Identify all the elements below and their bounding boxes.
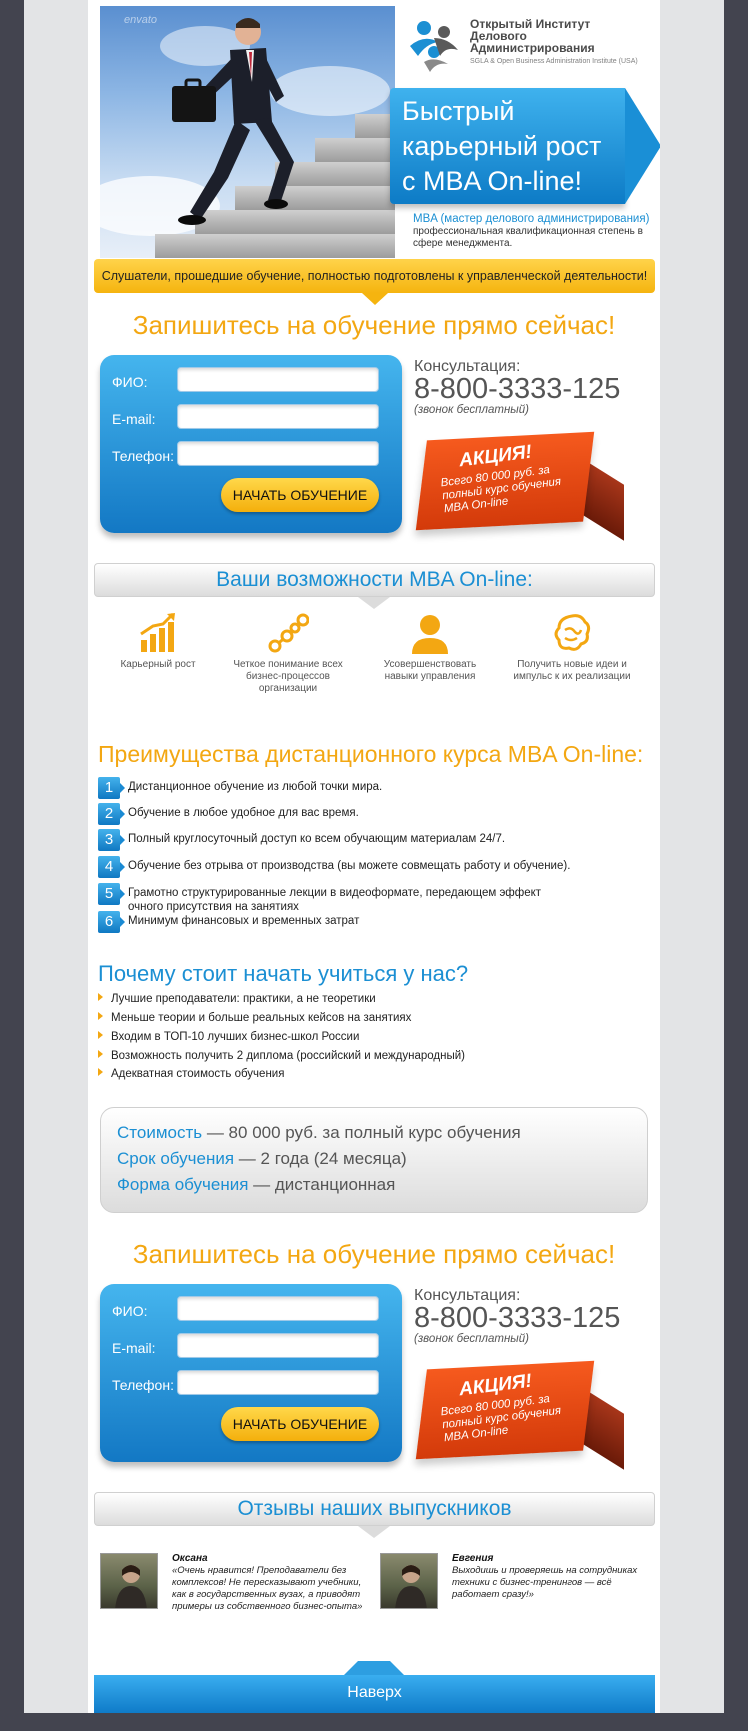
- promo-text: Всего 80 000 руб. за полный курс обучения MBA On-line: [440, 1393, 562, 1445]
- idea-brain-icon: [551, 612, 593, 654]
- consult-label: Консультация:: [414, 358, 521, 375]
- manager-person-icon: [409, 612, 451, 654]
- fio-label: ФИО:: [112, 374, 148, 390]
- logo-title: Открытый Институт Делового Администрирования: [470, 17, 595, 55]
- feature-management-skills: Усовершенствовать навыки управления: [370, 612, 490, 683]
- businessman-illustration: [150, 12, 300, 242]
- reviews-heading: Отзывы наших выпускников: [94, 1492, 655, 1526]
- watermark-text: envato: [124, 14, 158, 26]
- institute-logo[interactable]: [398, 10, 648, 82]
- logo-subtitle: SGLA & Open Business Administration Institute (USA): [470, 58, 638, 65]
- person-photo-icon: [101, 1554, 158, 1609]
- features-heading: Ваши возможности MBA On-line:: [94, 563, 655, 597]
- phone-input[interactable]: [177, 1370, 379, 1395]
- mba-description: профессиональная квалификационная степень в сфере менеджмента.: [413, 226, 643, 249]
- phone-label: Телефон:: [112, 1377, 174, 1393]
- why-item: Входим в ТОП-10 лучших бизнес-школ России: [98, 1031, 359, 1043]
- bullet-arrow-icon: [98, 1031, 103, 1039]
- info-form: Форма обучения — дистанционная: [117, 1175, 396, 1194]
- review-author: Евгения: [452, 1553, 494, 1564]
- consult-phone[interactable]: 8-800-3333-125: [414, 1302, 621, 1334]
- email-label: E-mail:: [112, 1340, 156, 1356]
- info-term: Срок обучения — 2 года (24 месяца): [117, 1149, 407, 1168]
- back-to-top-button[interactable]: Наверх: [94, 1675, 655, 1713]
- avatar: [100, 1553, 158, 1609]
- signup-heading-2: Запишитесь на обучение прямо сейчас!: [132, 1239, 616, 1269]
- phone-input[interactable]: [177, 441, 379, 466]
- bullet-arrow-icon: [98, 993, 103, 1001]
- promo-title: АКЦИЯ!: [457, 1370, 534, 1401]
- feature-career-growth: Карьерный рост: [98, 612, 218, 671]
- consult-label: Консультация:: [414, 1287, 521, 1304]
- feature-new-ideas: Получить новые идеи и импульс к их реализации: [512, 612, 632, 683]
- number-badge: 4: [98, 856, 120, 878]
- start-learning-button[interactable]: НАЧАТЬ ОБУЧЕНИЕ: [221, 1407, 379, 1441]
- email-input[interactable]: [177, 404, 379, 429]
- hero-banner: [390, 88, 625, 204]
- bullet-arrow-icon: [98, 1012, 103, 1020]
- bullet-arrow-icon: [98, 1050, 103, 1058]
- reviews-arrow: [358, 1526, 390, 1538]
- bullet-arrow-icon: [98, 1068, 103, 1076]
- logo-figures-icon: [404, 16, 462, 74]
- why-heading: Почему стоит начать учиться у нас?: [98, 961, 469, 986]
- growth-chart-icon: [137, 612, 179, 654]
- signup-heading: Запишитесь на обучение прямо сейчас!: [132, 310, 616, 340]
- consult-note: (звонок бесплатный): [414, 1333, 529, 1345]
- promo-sign: [414, 1365, 614, 1457]
- email-input[interactable]: [177, 1333, 379, 1358]
- hero-ribbon: Слушатели, прошедшие обучение, полностью подготовлены к управленческой деятельности!: [94, 259, 655, 293]
- process-flow-icon: [267, 612, 309, 654]
- fio-input[interactable]: [177, 367, 379, 392]
- number-badge: 5: [98, 883, 120, 905]
- review-author: Оксана: [172, 1553, 208, 1564]
- review-text: «Очень нравится! Преподаватели без комплексов! Не пересказывают учебники, как в государственных вузах, а приводят примеры из собственного бизнес-опыта»: [172, 1565, 363, 1612]
- fio-input[interactable]: [177, 1296, 379, 1321]
- promo-title: АКЦИЯ!: [457, 441, 534, 472]
- promo-text: Всего 80 000 руб. за полный курс обучения MBA On-line: [440, 464, 562, 516]
- fio-label: ФИО:: [112, 1303, 148, 1319]
- feature-business-processes: Четкое понимание всех бизнес-процессов организации: [228, 612, 348, 695]
- hero-headline: Быстрый карьерный рост с MBA On-line!: [402, 96, 602, 196]
- features-arrow: [358, 597, 390, 609]
- why-item: Адекватная стоимость обучения: [98, 1068, 284, 1080]
- promo-sign: [414, 436, 614, 528]
- number-badge: 3: [98, 829, 120, 851]
- review-text: Выходишь и проверяешь на сотрудниках техники с бизнес-тренингов — всё работает сразу!»: [452, 1565, 638, 1600]
- info-cost: Стоимость — 80 000 руб. за полный курс обучения: [117, 1123, 521, 1142]
- start-learning-button[interactable]: НАЧАТЬ ОБУЧЕНИЕ: [221, 478, 379, 512]
- ribbon-arrow: [362, 293, 388, 305]
- landing-page: envato Открытый Институт Делового Администрирования SGLA & Open Business Administration Institute (USA) Быстрый карьерный рост с MBA On-line! MBA (мастер делового администрирования) профессиональная квалификационная степень в сфере менеджмента. Слушатели, прошедшие обучение, полностью подготовлены к управленческой деятельности! Запишитесь на обучение прямо сейчас! ФИО: E-mail: Телефон: НАЧАТЬ ОБУЧЕНИЕ Консультация: 8-800-3333-125 (звонок бесплатный) АКЦИЯ! Всего 80 000 руб. за полный курс обучения MBA On-line Ваши возможности MBA On-line: Карьерный рост Четкое понимание всех бизнес-процессов организации Усовершенствовать навыки управления Получить новые идеи и импульс к их реализации Преимущества дистанционного курса MBA On-line: 1 Дистанционное обучение из любой точки мира. 2 Обучение в любое удобное для вас время. 3 Полный круглосуточный доступ ко всем обучающим материалам 24/7. 4 Обучение без отрыва от производства (вы можете совмещать работу и обучение). 5 Грамотно структурированные лекции в видеоформате, передающем эффект очного присутствия на занятиях 6 Минимум финансовых и временных затрат Почему стоит начать учиться у нас? Лучшие преподаватели: практики, а не теоретики Меньше теории и больше реальных кейсов на занятиях Входим в ТОП-10 лучших бизнес-школ России Возможность получить 2 диплома (российский и международный) Адекватная стоимость обучения Стоимость — 80 000 руб. за полный курс обучения Срок обучения — 2 года (24 месяца) Форма обучения — дистанционная Запишитесь на обучение прямо сейчас! ФИО: E-mail: Телефон: НАЧАТЬ ОБУЧЕНИЕ Консультация: 8-800-3333-125 (звонок бесплатный) АКЦИЯ! Всего 80 000 руб. за полный курс обучения MBA On-line Отзывы наших выпускников Оксана «Очень нравится! Преподаватели без комплексов! Не пересказывают учебники, как в государственных вузах, а приводят примеры из собственного бизнес-опыта» Евгения Выходишь и проверяешь на сотрудниках техники с бизнес-тренингов — всё работает сразу!» Наверх: [88, 0, 660, 1713]
- why-item: Возможность получить 2 диплома (российский и международный): [98, 1050, 465, 1062]
- consult-note: (звонок бесплатный): [414, 404, 529, 416]
- number-badge: 1: [98, 777, 120, 799]
- signup-form: [100, 355, 402, 533]
- avatar: [380, 1553, 438, 1609]
- number-badge: 2: [98, 803, 120, 825]
- consult-phone[interactable]: 8-800-3333-125: [414, 373, 621, 405]
- why-item: Меньше теории и больше реальных кейсов на занятиях: [98, 1012, 411, 1024]
- hero-photo: [100, 6, 395, 258]
- signup-form-2: [100, 1284, 402, 1462]
- why-item: Лучшие преподаватели: практики, а не теоретики: [98, 993, 376, 1005]
- advantages-heading: Преимущества дистанционного курса MBA On-line:: [98, 741, 644, 767]
- email-label: E-mail:: [112, 411, 156, 427]
- course-info-box: [100, 1107, 648, 1213]
- mba-title: MBA (мастер делового администрирования): [413, 213, 650, 225]
- number-badge: 6: [98, 911, 120, 933]
- hero-banner-arrow: [625, 88, 660, 204]
- person-photo-icon: [381, 1554, 438, 1609]
- phone-label: Телефон:: [112, 448, 174, 464]
